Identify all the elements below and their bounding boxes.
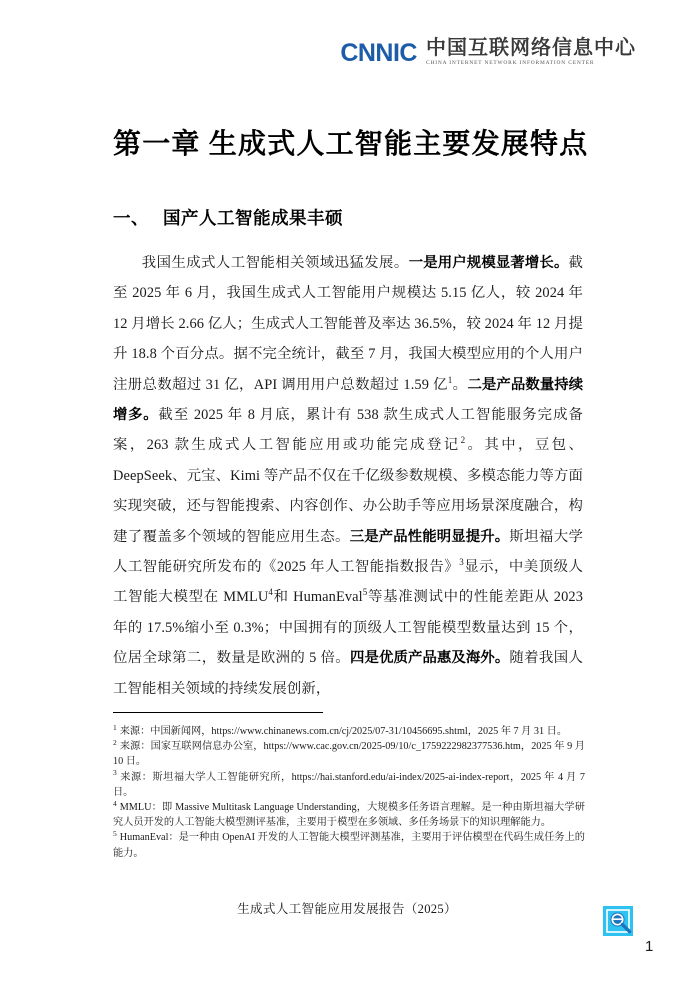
footnote-marker: 4: [113, 798, 117, 808]
cnnic-logo-header: [340, 38, 636, 68]
footnote-marker: 3: [113, 768, 117, 778]
footnote-list: [113, 724, 585, 861]
section-number: 一、: [113, 207, 149, 228]
cnnic-logo-text: [426, 38, 636, 68]
footnote-ref-2: 2: [460, 435, 466, 446]
section-heading: [113, 205, 343, 230]
emphasis-point-2: 二是产品数量持续增多。: [113, 376, 583, 424]
footer-running-title: 生成式人工智能应用发展报告（2025）: [237, 902, 457, 916]
text-run: 和 HumanEval: [273, 589, 363, 606]
footnote-ref-3: 3: [459, 557, 464, 568]
text-run: 截至 2025 年 6 月，我国生成式人工智能用户规模达 5.15 亿人，较 2024 年 12 月增长 2.66 亿人；生成式人工智能普及率达 36.5%，较 2024 年 12 月提升 18.8 个百分点。据不完全统计，截至 7 月，我国大模型应用的个人用户注册总数超过 31 亿，API 调用用户总数超过 1.59 亿: [113, 255, 583, 393]
footnote-text: MMLU：即 Massive Multitask Language Understanding，大规模多任务语言理解。是一种由斯坦福大学研究人员开发的人工智能大模型测评基准，主要用于模型在多领域、多任务场景下的知识理解能力。: [113, 802, 585, 829]
footnote-item: [113, 830, 585, 860]
footnote-text: 来源：斯坦福大学人工智能研究所，https://hai.stanford.edu/ai-index/2025-ai-index-report，2025 年 4 月 7 日。: [113, 771, 585, 798]
chapter-title: 第一章 生成式人工智能主要发展特点: [113, 128, 589, 160]
page-number: 1: [645, 938, 654, 955]
text-run: 斯坦福大学人工智能研究所发布的《2025 年人工智能指数报告》: [113, 528, 583, 576]
footnote-marker: 1: [113, 722, 117, 732]
section-title: 国产人工智能成果丰硕: [163, 207, 343, 228]
body-content: [113, 248, 583, 704]
paragraph-1: [113, 248, 583, 704]
footnote-item: [113, 724, 585, 739]
footnote-ref-4: 4: [268, 587, 273, 598]
text-run: 。: [452, 376, 468, 393]
text-run: 我国生成式人工智能相关领域迅猛发展。: [141, 255, 409, 271]
text-run: 等基准测试中的性能差距从 2023 年的 17.5%缩小至 0.3%；中国拥有的顶级人工智能模型数量达到 15 个，位居全球第二，数量是欧洲的 5 倍。: [113, 589, 583, 667]
footnote-ref-5: 5: [362, 587, 368, 598]
cnnic-name-english: CHINA INTERNET NETWORK INFORMATION CENTER: [426, 60, 595, 66]
text-run: 随着我国人工智能相关领域的持续发展创新，: [113, 650, 583, 697]
footnote-item: [113, 739, 585, 769]
cnnic-name-chinese: 中国互联网络信息中心: [426, 37, 636, 59]
text-run: 。其中，豆包、DeepSeek、元宝、Kimi 等产品不仅在千亿级参数规模、多模态能力等方面实现突破，还与智能搜索、内容创作、办公助手等应用场景深度融合，构建了覆盖多个领域的智能应用生态。: [113, 437, 583, 545]
emphasis-point-3: 三是产品性能明显提升。: [349, 528, 510, 545]
footnote-marker: 5: [113, 829, 117, 839]
footnote-separator: [113, 712, 323, 713]
footnote-ref-1: 1: [447, 374, 453, 385]
emphasis-point-4: 四是优质产品惠及海外。: [350, 650, 510, 667]
footnote-text: HumanEval：是一种由 OpenAI 开发的人工智能大模型评测基准，主要用于评估模型在代码生成任务上的能力。: [113, 832, 585, 859]
cnnic-wordmark: CNNIC: [340, 39, 417, 67]
footnote-item: [113, 800, 585, 830]
text-run: 截至 2025 年 8 月底，累计有 538 款生成式人工智能服务完成备案，263 款生成式人工智能应用或功能完成登记: [113, 407, 584, 454]
magnifier-e-icon: [601, 904, 637, 940]
footnote-text: 来源：国家互联网信息办公室，https://www.cac.gov.cn/2025-09/10/c_1759222982377536.htm，2025 年 9 月 10 日。: [113, 741, 585, 768]
footnote-item: [113, 770, 585, 800]
emphasis-point-1: 一是用户规模显著增长。: [408, 255, 569, 271]
text-run: 显示，中美顶级人工智能大模型在 MMLU: [113, 559, 583, 606]
footnote-text: 来源：中国新闻网，https://www.chinanews.com.cn/cj/2025/07-31/10456695.shtml，2025 年 7 月 31 日。: [119, 726, 568, 737]
footnote-marker: 2: [113, 737, 117, 747]
